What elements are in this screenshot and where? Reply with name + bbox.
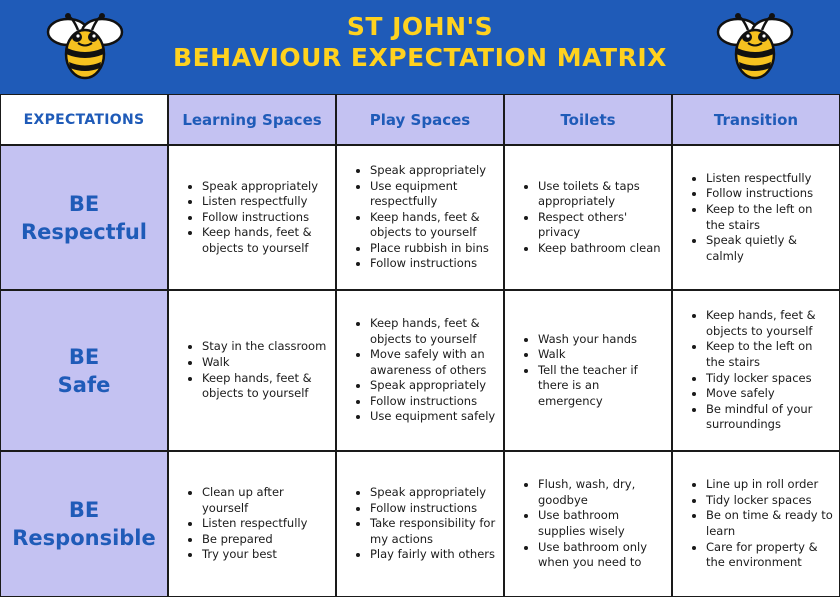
row-header-responsible bbox=[0, 451, 168, 597]
list-item: • Follow instructions bbox=[370, 394, 497, 410]
row-header-safe bbox=[0, 290, 168, 451]
list-item: • Speak quietly & calmly bbox=[706, 233, 833, 264]
list-item: • Stay in the classroom bbox=[202, 339, 329, 355]
row-label-prefix: BE bbox=[68, 498, 100, 522]
list-item: • Place rubbish in bins bbox=[370, 241, 497, 257]
list-item: • Walk bbox=[538, 347, 665, 363]
row-label-prefix: BE bbox=[68, 344, 100, 369]
list-item: • Follow instructions bbox=[202, 210, 329, 226]
cell-responsible-play bbox=[336, 451, 504, 597]
list-item: • Keep hands, feet & objects to yourself bbox=[202, 371, 329, 402]
list-item: • Listen respectfully bbox=[706, 171, 833, 187]
header-transition: Transition bbox=[672, 94, 840, 145]
bullet-list bbox=[169, 485, 335, 563]
cell-responsible-learning bbox=[168, 451, 336, 597]
list-item: • Take responsibility for my actions bbox=[370, 516, 497, 547]
list-item: • Move safely with an awareness of others bbox=[370, 347, 497, 378]
list-item: • Line up in roll order bbox=[706, 477, 833, 493]
page-title-line2: BEHAVIOUR EXPECTATION MATRIX bbox=[173, 43, 667, 72]
list-item: • Try your best bbox=[202, 547, 329, 563]
list-item: • Follow instructions bbox=[706, 186, 833, 202]
bullet-list bbox=[337, 316, 503, 425]
bullet-list bbox=[169, 339, 335, 401]
bullet-list bbox=[337, 163, 503, 272]
list-item: • Be mindful of your surroundings bbox=[706, 402, 833, 433]
list-item: • Follow instructions bbox=[370, 501, 497, 517]
list-item: • Wash your hands bbox=[538, 332, 665, 348]
bullet-list bbox=[673, 171, 839, 265]
bullet-list bbox=[505, 477, 671, 571]
header-learning-spaces: Learning Spaces bbox=[168, 94, 336, 145]
bullet-list bbox=[505, 179, 671, 257]
header-play-spaces: Play Spaces bbox=[336, 94, 504, 145]
row-label: Responsible bbox=[12, 526, 156, 550]
list-item: • Use equipment respectfully bbox=[370, 179, 497, 210]
list-item: • Speak appropriately bbox=[370, 163, 497, 179]
list-item: • Use bathroom only when you need to bbox=[538, 540, 665, 571]
list-item: • Tidy locker spaces bbox=[706, 371, 833, 387]
bullet-list bbox=[673, 477, 839, 571]
bee-icon bbox=[40, 12, 130, 82]
list-item: • Listen respectfully bbox=[202, 194, 329, 210]
expectation-matrix bbox=[0, 94, 840, 597]
row-label: Respectful bbox=[21, 219, 147, 244]
bullet-list bbox=[673, 308, 839, 433]
page-title-line1: ST JOHN'S bbox=[346, 12, 494, 41]
list-item: • Play fairly with others bbox=[370, 547, 497, 563]
list-item: • Keep bathroom clean bbox=[538, 241, 665, 257]
list-item: • Speak appropriately bbox=[370, 378, 497, 394]
cell-respectful-toilets bbox=[504, 145, 672, 290]
cell-respectful-transition bbox=[672, 145, 840, 290]
list-item: • Keep hands, feet & objects to yourself bbox=[706, 308, 833, 339]
bullet-list bbox=[169, 179, 335, 257]
title-banner bbox=[0, 0, 840, 94]
list-item: • Speak appropriately bbox=[202, 179, 329, 195]
list-item: • Move safely bbox=[706, 386, 833, 402]
cell-safe-play bbox=[336, 290, 504, 451]
cell-responsible-toilets bbox=[504, 451, 672, 597]
list-item: • Keep to the left on the stairs bbox=[706, 202, 833, 233]
list-item: • Use toilets & taps appropriately bbox=[538, 179, 665, 210]
bee-icon bbox=[710, 12, 800, 82]
cell-safe-toilets bbox=[504, 290, 672, 451]
list-item: • Listen respectfully bbox=[202, 516, 329, 532]
list-item: • Be prepared bbox=[202, 532, 329, 548]
bullet-list bbox=[337, 485, 503, 563]
list-item: • Keep hands, feet & objects to yourself bbox=[202, 225, 329, 256]
row-label: Safe bbox=[57, 372, 111, 397]
list-item: • Keep to the left on the stairs bbox=[706, 339, 833, 370]
header-toilets: Toilets bbox=[504, 94, 672, 145]
list-item: • Clean up after yourself bbox=[202, 485, 329, 516]
list-item: • Walk bbox=[202, 355, 329, 371]
list-item: • Speak appropriately bbox=[370, 485, 497, 501]
list-item: • Flush, wash, dry, goodbye bbox=[538, 477, 665, 508]
list-item: • Respect others' privacy bbox=[538, 210, 665, 241]
list-item: • Use bathroom supplies wisely bbox=[538, 508, 665, 539]
list-item: • Care for property & the environment bbox=[706, 540, 833, 571]
list-item: • Tell the teacher if there is an emergency bbox=[538, 363, 665, 410]
list-item: • Keep hands, feet & objects to yourself bbox=[370, 316, 497, 347]
row-label-prefix: BE bbox=[68, 191, 100, 216]
list-item: • Keep hands, feet & objects to yourself bbox=[370, 210, 497, 241]
cell-safe-transition bbox=[672, 290, 840, 451]
cell-safe-learning bbox=[168, 290, 336, 451]
list-item: • Be on time & ready to learn bbox=[706, 508, 833, 539]
list-item: • Use equipment safely bbox=[370, 409, 497, 425]
list-item: • Tidy locker spaces bbox=[706, 493, 833, 509]
bullet-list bbox=[505, 332, 671, 410]
row-header-respectful bbox=[0, 145, 168, 290]
header-expectations: EXPECTATIONS bbox=[0, 94, 168, 145]
list-item: • Follow instructions bbox=[370, 256, 497, 272]
cell-respectful-learning bbox=[168, 145, 336, 290]
cell-responsible-transition bbox=[672, 451, 840, 597]
cell-respectful-play bbox=[336, 145, 504, 290]
